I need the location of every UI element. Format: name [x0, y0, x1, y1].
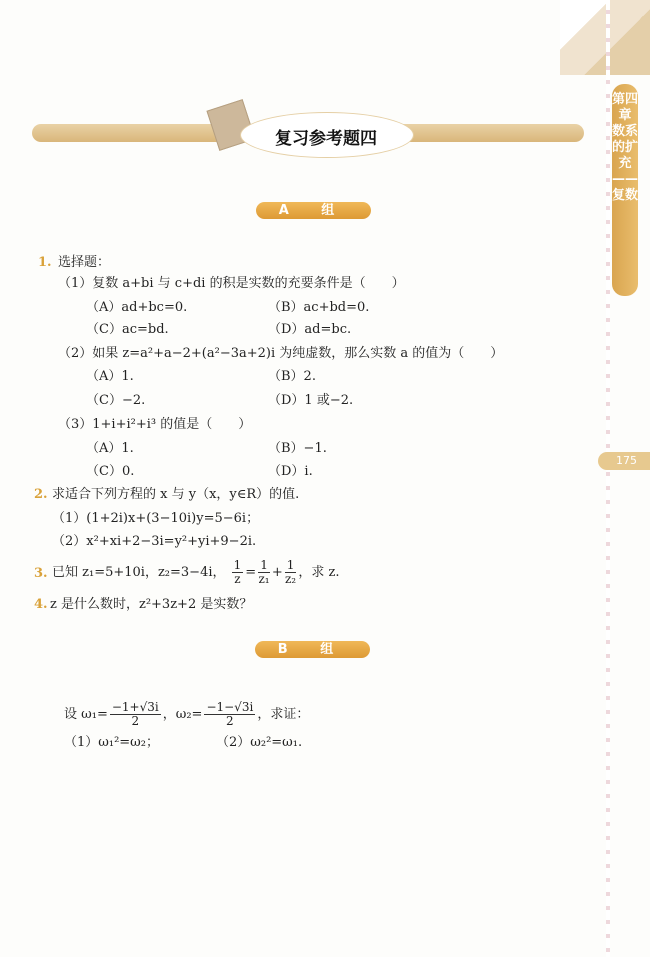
- question-number: 3.: [34, 566, 48, 581]
- fraction: [258, 559, 270, 586]
- question-number: 4.: [34, 597, 48, 612]
- option-c: （C）ac=bd.: [86, 322, 169, 337]
- option-d: （D）ad=bc.: [268, 322, 352, 337]
- b-middle: ，ω₂=: [162, 707, 203, 722]
- subquestion-stem: （2）如果 z=a²+a−2+(a²−3a+2)i 为纯虚数，那么实数 a 的值为（ ）: [58, 346, 504, 361]
- denominator: z₂: [284, 572, 297, 586]
- option-b: （B）−1.: [268, 441, 327, 456]
- q3-prefix: 已知 z₁=5+10i，z₂=3−4i，: [52, 565, 226, 580]
- denominator: z: [234, 572, 241, 586]
- subquestion: （1）ω₁²=ω₂；: [64, 735, 159, 750]
- denominator: 2: [226, 714, 234, 728]
- question-text: 求适合下列方程的 x 与 y（x，y∈R）的值.: [52, 487, 300, 502]
- option-b: （B）2.: [268, 369, 316, 384]
- page-number: 175: [598, 452, 650, 470]
- numerator: −1−√3i: [206, 700, 254, 714]
- equals: =: [245, 565, 257, 580]
- numerator: 1: [233, 558, 242, 572]
- option-b: （B）ac+bd=0.: [268, 300, 370, 315]
- page-title: 复习参考题四: [275, 129, 377, 149]
- option-d: （D）1 或−2.: [268, 393, 354, 408]
- chapter-side-tab: 第四章 数系的扩充——复数: [612, 84, 638, 296]
- b-prefix: 设 ω₁=: [64, 707, 108, 722]
- q3-suffix: ，求 z.: [298, 565, 340, 580]
- subquestion: （2）x²+xi+2−3i=y²+yi+9−2i.: [52, 534, 257, 549]
- question-number: 2.: [34, 487, 48, 502]
- question-text: z 是什么数时，z²+3z+2 是实数？: [50, 597, 253, 612]
- numerator: 1: [260, 558, 268, 572]
- fraction: [110, 701, 161, 728]
- margin-dots: [606, 0, 610, 957]
- option-a: （A）1.: [86, 441, 134, 456]
- question-text: [52, 558, 340, 588]
- plus: +: [271, 565, 283, 580]
- denominator: 2: [131, 714, 140, 728]
- subquestion: （1）(1+2i)x+(3−10i)y=5−6i；: [52, 511, 260, 526]
- subquestion: （2）ω₂²=ω₁.: [216, 735, 303, 750]
- subquestion-stem: （1）复数 a+bi 与 c+di 的积是实数的充要条件是（ ）: [58, 276, 405, 291]
- option-c: （C）0.: [86, 464, 135, 479]
- option-c: （C）−2.: [86, 393, 146, 408]
- fraction: [204, 701, 255, 728]
- option-a: （A）ad+bc=0.: [86, 300, 188, 315]
- subquestion-stem: （3）1+i+i²+i³ 的值是（ ）: [58, 417, 252, 432]
- numerator: 1: [286, 558, 295, 572]
- group-b-label: B 组: [255, 641, 370, 658]
- denominator: z₁: [258, 572, 270, 586]
- question-text: 选择题：: [58, 255, 111, 270]
- question-number: 1.: [38, 255, 52, 270]
- option-a: （A）1.: [86, 369, 134, 384]
- group-a-label: A 组: [256, 202, 371, 219]
- decorative-paper-corner: [560, 0, 650, 75]
- fraction: [232, 559, 244, 586]
- numerator: −1+√3i: [111, 700, 159, 714]
- b-suffix: ，求证：: [257, 707, 310, 722]
- option-d: （D）i.: [268, 464, 313, 479]
- fraction: [285, 559, 297, 586]
- group-b-question: [64, 700, 309, 730]
